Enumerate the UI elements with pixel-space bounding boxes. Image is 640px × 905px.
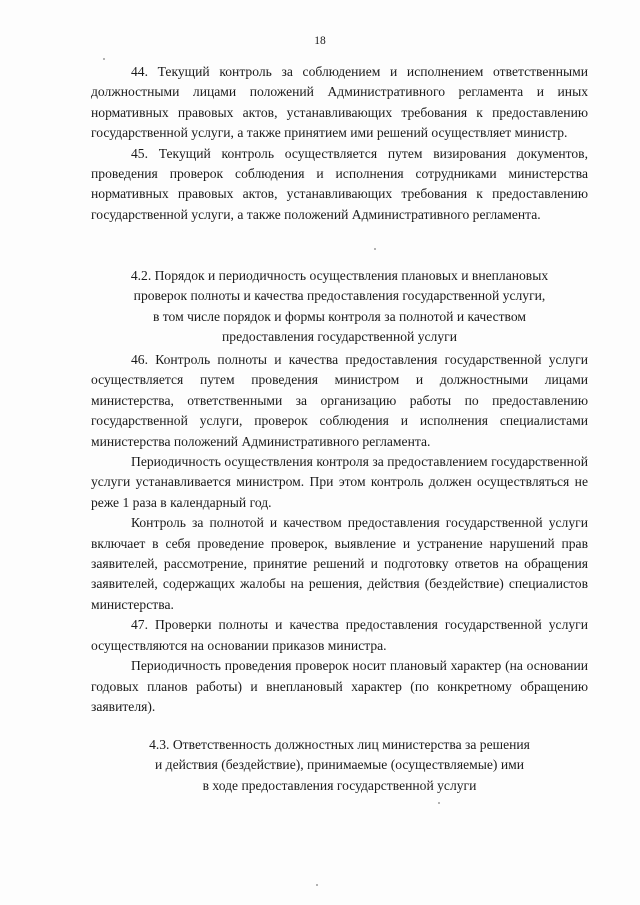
scan-speck <box>316 884 318 886</box>
heading-4-3-line: 4.3. Ответственность должностных лиц министерства за решения <box>149 737 530 752</box>
page-number: 18 <box>314 35 326 47</box>
paragraph-47: 47. Проверки полноты и качества предоставления государственной услуги осуществляются на основании приказов министра. <box>91 617 588 653</box>
heading-4-2-line: 4.2. Порядок и периодичность осуществления плановых и внеплановых <box>130 268 549 283</box>
section-4-1-continuation <box>91 62 588 225</box>
heading-4-2-line: предоставления государственной услуги <box>222 329 457 345</box>
scan-speck <box>103 58 105 60</box>
paragraph-periodicity-control: Периодичность осуществления контроля за предоставлением государственной услуги устанавливается министром. При этом контроль должен осуществляться не реже 1 раза в календарный год. <box>91 454 588 510</box>
scan-speck <box>438 802 440 804</box>
heading-4-3-line: и действия (бездействие), принимаемые (осуществляемые) ими <box>155 757 524 773</box>
heading-4-3 <box>96 735 583 796</box>
heading-4-2 <box>96 266 583 348</box>
paragraph-periodicity-checks: Периодичность проведения проверок носит плановый характер (на основании годовых планов работы) и внеплановый характер (по конкретному обращению заявителя). <box>91 658 588 714</box>
paragraph-46: 46. Контроль полноты и качества предоставления государственной услуги осуществляется путем проведения министром и должностными лицами министерства, ответственными за организацию работы по предоставлению государственной услуги, проверок соблюдения и исполнения специалистами министерства положений Административного регламента. <box>91 352 588 449</box>
section-4-2-body <box>91 350 588 717</box>
paragraph-45: 45. Текущий контроль осуществляется путем визирования документов, проведения проверок соблюдения и исполнения сотрудниками министерства нормативных правовых актов, устанавливающих требования к предоставлению государственной услуги, а также положений Административного регламента. <box>91 145 588 222</box>
scan-speck <box>374 248 376 250</box>
heading-4-2-line: в том числе порядок и формы контроля за полнотой и качеством <box>152 308 527 324</box>
heading-4-3-line: в ходе предоставления государственной услуги <box>202 777 477 793</box>
heading-4-2-line: проверок полноты и качества предоставления государственной услуги, <box>133 288 546 304</box>
paragraph-44: 44. Текущий контроль за соблюдением и исполнением ответственными должностными лицами положений Административного регламента и иных нормативных правовых актов, устанавливающих требования к предоставлению государственной услуги, а также принятием ими решений осуществляет министр. <box>91 64 588 141</box>
paragraph-control-scope: Контроль за полнотой и качеством предоставления государственной услуги включает в себя проведение проверок, выявление и устранение нарушений прав заявителей, рассмотрение, принятие решений и подготовку ответов на обращения заявителей, содержащих жалобы на решения, действия (бездействие) специалистов министерства. <box>91 515 588 612</box>
